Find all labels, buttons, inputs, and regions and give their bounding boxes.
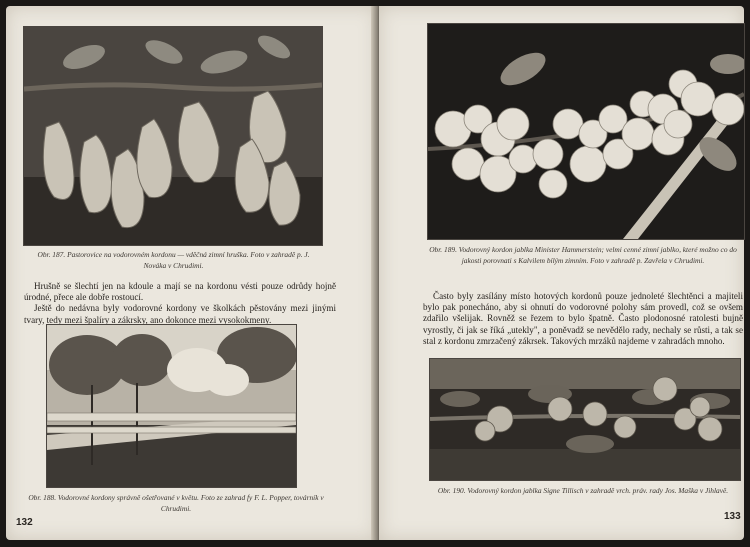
photo-apples-cordon	[427, 23, 745, 240]
right-page	[379, 6, 744, 540]
page-number-left: 132	[16, 517, 33, 528]
figure-187-caption: Obr. 187. Pastorovice na vodorovném kordonu — vděčná zimní hruška. Foto v zahradě p. J. Nováka v Chrudimi.	[37, 250, 310, 270]
photo-orchard-cordons	[46, 324, 297, 488]
left-page	[6, 6, 377, 540]
apples-illustration	[428, 24, 744, 239]
page-number-right: 133	[724, 511, 741, 522]
figure-188-caption: Obr. 188. Vodorovné kordony správně ošetřované v květu. Foto ze zahrad fy F. L. Popper, továrník v Chrudimi.	[28, 493, 324, 513]
right-page-body	[423, 291, 743, 347]
right-paragraph-1: Často byly zasílány místo hotových kordonů pouze jednoleté šlechtěnci a majiteli bylo pak ponecháno, aby si ohnutí do vodorovné polohy sám provedl, což se ovšem zdařilo všelijak. Rovněž se řezem to bylo špatně. Často plodonosné ratolesti bujně vyrostly, či jak se říká „utekly", a poněvadž se nevědělo rady, nechaly se růsti, a tak se stal z kordonu zmrzačený zákrsek. Takových mrzáků najdeme v zahradách mnoho.	[423, 291, 743, 346]
photo-apple-branch	[429, 358, 741, 481]
left-paragraph-1: Hrušně se šlechtí jen na kdoule a mají se na kordonu vésti pouze odrůdy hojně úrodné, přece ale dobře rostoucí.	[24, 281, 336, 303]
figure-190-caption: Obr. 190. Vodorovný kordon jablka Signe Tillisch v zahradě vrch. práv. rady Jos. Maška v Jihlavě.	[437, 486, 729, 495]
apple-branch-illustration	[430, 359, 740, 480]
orchard-illustration	[47, 325, 296, 487]
photo-pears-cordon	[23, 26, 323, 246]
figure-189-caption: Obr. 189. Vodorovný kordon jablka Minister Hammerstein; velmi cenné zimní jablko, které možno co do jakosti porovnati s Kalvilem bílým zimním. Foto v zahradě p. Zavřela v Chrudimi.	[429, 245, 737, 265]
left-page-body	[24, 281, 336, 326]
left-paragraph-2: Ještě do nedávna byly vodorovné kordony ve školkách pěstovány mezi jinými tvary, tedy mezi špalíry a zákrsky, ano dokonce mezi vysokokmeny.	[24, 303, 336, 325]
pears-illustration	[24, 27, 322, 245]
